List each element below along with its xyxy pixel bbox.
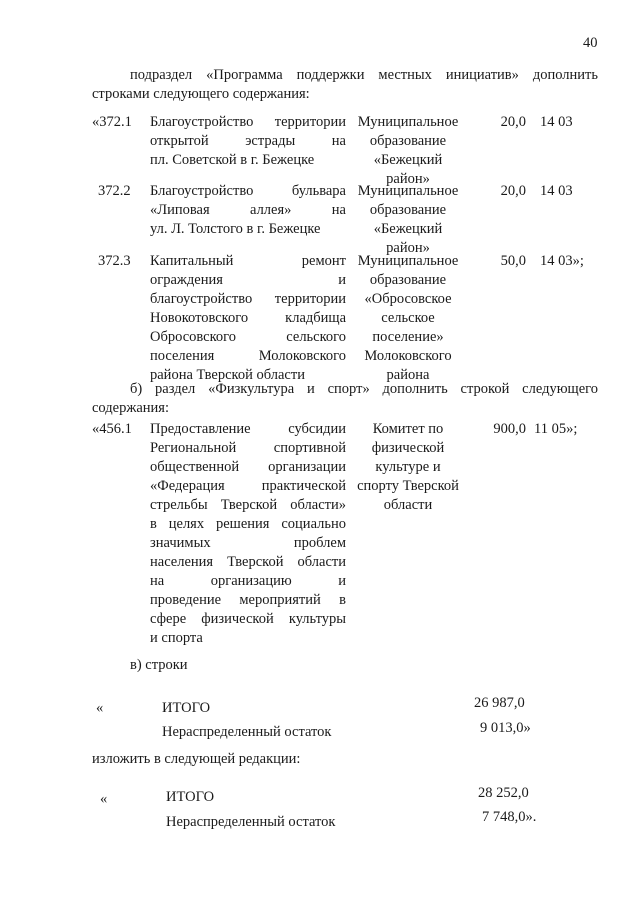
row-executor xyxy=(350,182,466,258)
rest-value: 7 748,0». xyxy=(482,809,537,825)
row-description xyxy=(150,182,346,239)
total-value: 28 252,0 xyxy=(478,785,529,801)
desc-line: населения Тверской области xyxy=(150,554,346,570)
exec-line: Муниципальное xyxy=(357,253,459,269)
desc-line: стрельбы Тверской области» xyxy=(150,497,346,513)
exec-line: Муниципальное xyxy=(357,114,459,130)
row-amount: 900,0 xyxy=(493,421,526,437)
desc-line: значимых проблем xyxy=(150,535,346,551)
row-amount: 20,0 xyxy=(500,114,526,130)
row-code: 14 03»; xyxy=(540,253,584,269)
section-c-label: в) строки xyxy=(130,657,188,673)
desc-line: общественной организации xyxy=(150,459,346,475)
total-value: 26 987,0 xyxy=(474,695,525,711)
row-description xyxy=(150,420,346,648)
desc-line: района Тверской области xyxy=(150,367,305,383)
desc-line: Благоустройство бульвара xyxy=(150,183,346,199)
row-executor xyxy=(350,252,466,385)
row-amount: 50,0 xyxy=(500,253,526,269)
total-label: ИТОГО xyxy=(162,700,211,716)
exec-line: район» xyxy=(386,240,430,256)
row-number: 372.3 xyxy=(98,253,131,269)
desc-line: Новокотовского кладбища xyxy=(150,310,346,326)
exec-line: Муниципальное xyxy=(357,183,459,199)
desc-line: в целях решения социально xyxy=(150,516,346,532)
exec-line: «Обросовское xyxy=(364,291,452,307)
desc-line: «Липовая аллея» на xyxy=(150,202,346,218)
exec-line: района xyxy=(386,367,430,383)
desc-line: поселения Молоковского xyxy=(150,348,346,364)
row-number: «456.1 xyxy=(92,421,132,437)
desc-line: Капитальный ремонт xyxy=(150,253,346,269)
exec-line: «Бежецкий xyxy=(373,152,443,168)
desc-line: «Федерация практической xyxy=(150,478,346,494)
exec-line: Комитет по xyxy=(372,421,444,437)
desc-line: и спорта xyxy=(150,630,203,646)
exec-line: сельское xyxy=(381,310,435,326)
row-description xyxy=(150,113,346,170)
total-label: ИТОГО xyxy=(166,789,215,805)
row-code: 11 05»; xyxy=(534,421,578,437)
desc-line: Обросовского сельского xyxy=(150,329,346,345)
desc-line: благоустройство территории xyxy=(150,291,346,307)
exec-line: образование xyxy=(369,202,447,218)
rest-label: Нераспределенный остаток xyxy=(166,814,336,830)
row-code: 14 03 xyxy=(540,183,573,199)
desc-line: проведение мероприятий в xyxy=(150,592,346,608)
row-executor xyxy=(350,113,466,189)
desc-line: Благоустройство территории xyxy=(150,114,346,130)
row-description xyxy=(150,252,346,385)
exec-line: поселение» xyxy=(372,329,444,345)
opening-quote: « xyxy=(100,791,108,807)
desc-line: сфере физической культуры xyxy=(150,611,346,627)
desc-line: ул. Л. Толстого в г. Бежецке xyxy=(150,221,321,237)
exec-line: спорту Тверской xyxy=(357,478,459,494)
exec-line: «Бежецкий xyxy=(373,221,443,237)
desc-line: Региональной спортивной xyxy=(150,440,346,456)
intro-line-2: строками следующего содержания: xyxy=(92,86,310,102)
exec-line: образование xyxy=(369,272,447,288)
page-number: 40 xyxy=(583,35,598,51)
desc-line: на организацию и xyxy=(150,573,346,589)
exec-line: Молоковского xyxy=(364,348,452,364)
desc-line: открытой эстрады на xyxy=(150,133,346,149)
row-executor xyxy=(350,420,466,515)
opening-quote: « xyxy=(96,700,104,716)
intro-line-1: подраздел «Программа поддержки местных инициатив» дополнить xyxy=(130,67,598,83)
rest-value: 9 013,0» xyxy=(480,720,531,736)
desc-line: пл. Советской в г. Бежецке xyxy=(150,152,315,168)
exec-line: культуре и xyxy=(375,459,441,475)
exec-line: образование xyxy=(369,133,447,149)
desc-line: Предоставление субсидии xyxy=(150,421,346,437)
exec-line: физической xyxy=(371,440,445,456)
row-amount: 20,0 xyxy=(500,183,526,199)
section-b-line-1: б) раздел «Физкультура и спорт» дополнить строкой следующего xyxy=(130,381,598,397)
restate-text: изложить в следующей редакции: xyxy=(92,751,301,767)
exec-line: области xyxy=(383,497,433,513)
section-b-line-2: содержания: xyxy=(92,400,170,416)
row-number: 372.2 xyxy=(98,183,131,199)
exec-line: район» xyxy=(386,171,430,187)
row-code: 14 03 xyxy=(540,114,573,130)
desc-line: ограждения и xyxy=(150,272,346,288)
row-number: «372.1 xyxy=(92,114,132,130)
rest-label: Нераспределенный остаток xyxy=(162,724,332,740)
